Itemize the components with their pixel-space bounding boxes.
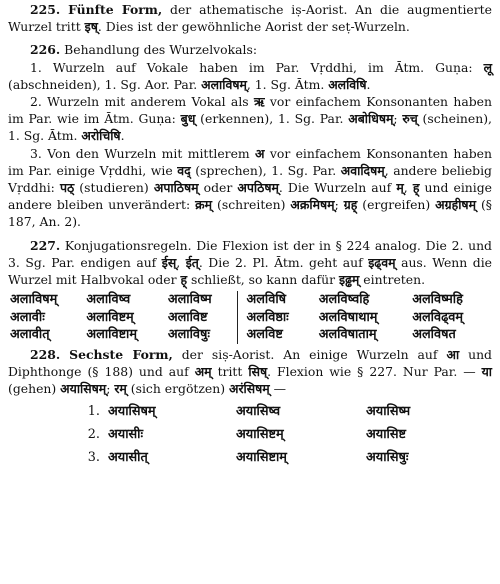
paradigm-cell: अलावीत् [10,327,50,343]
section-heading: Konjugationsregeln. [64,237,192,253]
section-heading: Sechste Form, [69,346,173,362]
devanagari-term: ऋ [253,94,265,110]
section-heading: Fünfte Form, [68,2,163,17]
paradigm-cell: अलाविष्म [167,292,212,308]
paradigm-cell: अलाविष्व [86,292,131,308]
devanagari-term: ह् [412,180,420,196]
paradigm-cell: अलाविष्ट [167,309,208,325]
devanagari-term: बुध् [180,111,196,127]
paradigm-cell: अलविष्ठाः [238,309,317,327]
devanagari-term: ह् [180,272,188,288]
paradigm-cell: अलाविषम् [10,292,58,308]
paradigm-cell: अलविष्वहि [318,292,370,308]
devanagari-term: अपठिषम् [237,180,279,196]
conjugation-form: अयासिष्टाम् [236,450,287,466]
person-number: 3. [87,450,100,466]
section-number: 228. [30,346,61,362]
conjugation-form: अयासिष्म [366,404,411,420]
conjugation-row [68,423,420,446]
paradigm-cell: अलावीः [10,309,45,325]
devanagari-term: अक्रमिषम् [290,197,335,213]
devanagari-term: इढ्वम् [368,254,396,270]
paradigm-row [8,291,492,309]
devanagari-term: ग्रह् [343,197,358,213]
person-number: 1. [87,404,100,420]
conjugation-form: अयासिष्व [236,404,281,420]
section-226-heading [8,41,492,58]
paradigm-cell: अलाविष्टम् [86,309,134,325]
paradigm-cell: अलाविष्टाम् [86,327,138,343]
conjugation-form: अयासिष्टम् [236,427,284,443]
section-225: 225. Fünfte Form, der athematische iṣ-Aorist. An die augmentierte Wurzel tritt इष्. Dies ist der gewöhnliche Aorist der seṭ-Wurzeln. [8,2,492,35]
devanagari-term: लू [483,59,492,75]
paradigm-cell: अलाविषुः [167,327,210,343]
conjugation-row [68,400,420,423]
section-227: 227. Konjugationsregeln. Die Flexion ist der in § 224 analog. Die 2. und 3. Sg. Par. endigen auf ईस्, ईत्. Die 2. Pl. Ātm. geht auf इढ्वम् aus. Wenn die Wurzel mit Halbvokal oder ह् schließt, so kann dafür इढ्ढम् eintreten. [8,237,492,288]
section-heading: Behandlung des Wurzelvokals: [64,42,258,58]
conjugation-form: अयासिष्ट [366,427,406,443]
paradigm-cell: अलविषत [412,327,456,343]
devanagari-term: अवादिषम् [340,162,385,178]
devanagari-term: रम् [114,381,127,397]
paradigm-table [8,291,492,344]
section-226-rule-1: 1. Wurzeln auf Vokale haben im Par. Vṛddhi, im Ātm. Guṇa: लू (abschneiden), 1. Sg. Aor. Par. अलाविषम्, 1. Sg. Ātm. अलविषि. [8,59,492,92]
paradigm-cell: अलविढ्वम् [412,309,464,325]
devanagari-term: अपाठिषम् [153,180,199,196]
paradigm-row [8,309,492,327]
paradigm-cell: अलविषाताम् [318,327,377,343]
devanagari-term: अम् [194,363,212,379]
conjugation-form: अयासीत् [108,450,148,466]
paradigm-cell: अलविषाथाम् [318,309,378,325]
devanagari-term: अ [255,145,265,161]
section-226-rule-3: 3. Von den Wurzeln mit mittlerem अ vor einfachem Konsonanten haben im Par. einige Vṛddhi, wie वद् (sprechen), 1. Sg. Par. अवादिषम्, andere beliebig Vṛddhi: पठ् (studieren) अपाठिषम् oder अपठिषम्. Die Wurzeln auf म्, ह् und einige andere bleiben unverändert: क्रम् (schreiten) अक्रमिषम्; ग्रह् (ergreifen) अग्रहीषम् (§ 187, An. 2). [8,145,492,230]
devanagari-term: अरंसिषम् [229,381,270,397]
devanagari-term: इष् [84,19,98,35]
section-226-rule-2: 2. Wurzeln mit anderem Vokal als ऋ vor einfachem Konsonanten haben im Par. wie im Ātm. Guṇa: बुध् (erkennen), 1. Sg. Par. अबोधिषम्; रुच् (scheinen), 1. Sg. Ātm. अरोचिषि. [8,94,492,144]
devanagari-term: अरोचिषि [81,128,121,144]
paradigm-cell: अलविष्महि [412,292,463,308]
document-page [0,1,500,584]
devanagari-term: अलविषि [328,76,367,92]
section-number: 225. [30,2,61,17]
conjugation-form: अयासिषुः [366,450,409,466]
devanagari-term: या [481,363,493,379]
section-number: 226. [30,42,61,58]
devanagari-term: आ [446,346,460,362]
devanagari-term: अबोधिषम् [348,111,394,127]
section-number: 227. [30,237,61,253]
section-228: 228. Sechste Form, der siṣ-Aorist. An einige Wurzeln auf आ und Diphthonge (§ 188) und auf अम् tritt सिष्. Flexion wie § 227. Nur Par. — या (gehen) अयासिषम्; रम् (sich ergötzen) अरंसिषम् — [8,346,493,397]
paradigm-row [8,326,492,344]
devanagari-term: रुच् [402,111,418,127]
devanagari-term: इढ्ढम् [338,272,360,288]
devanagari-term: ईस् [161,254,177,270]
devanagari-term: अयासिषम् [60,381,107,397]
devanagari-term: पठ् [59,180,75,196]
conjugation-form: अयासीः [108,427,144,443]
conjugation-table [68,400,420,469]
devanagari-term: अलाविषम् [201,76,247,92]
devanagari-term: वद् [177,162,191,178]
devanagari-term: क्रम् [195,197,213,213]
devanagari-term: म् [396,180,404,196]
devanagari-term: अग्रहीषम् [435,197,476,213]
person-number: 2. [87,427,100,443]
conjugation-form: अयासिषम् [108,404,156,420]
devanagari-term: ईत् [185,254,199,270]
conjugation-row [68,446,420,469]
paradigm-cell: अलविषि [238,291,317,309]
devanagari-term: सिष् [248,363,268,379]
paradigm-cell: अलविष्ट [238,326,317,344]
